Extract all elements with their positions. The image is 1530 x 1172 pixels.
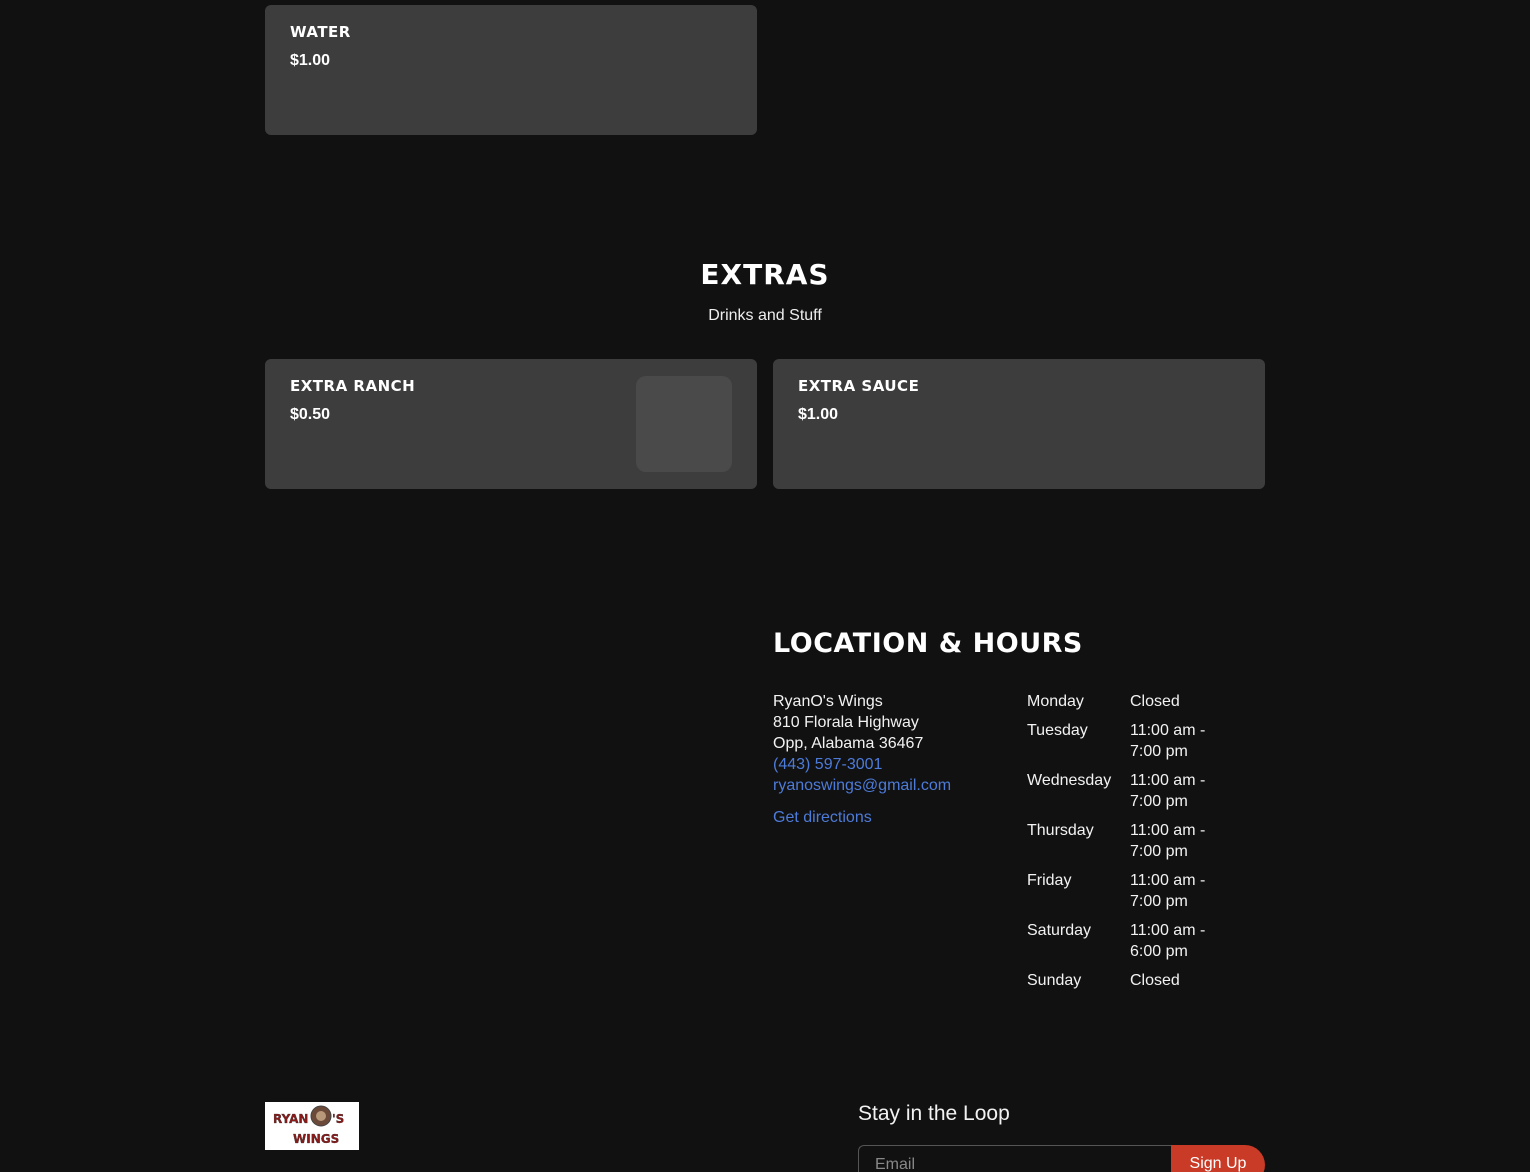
hours-day: Wednesday: [1027, 772, 1112, 789]
hours-row-thursday: [1027, 820, 1220, 862]
menu-item-extra-sauce[interactable]: [773, 359, 1265, 489]
hours-table: [1027, 691, 1220, 999]
sign-up-button[interactable]: Sign Up: [1171, 1145, 1265, 1172]
hours-day: Monday: [1027, 693, 1084, 710]
menu-item-water[interactable]: [265, 5, 757, 135]
hours-row-wednesday: [1027, 770, 1220, 812]
item-name: WATER: [290, 23, 351, 41]
section-subtitle: Drinks and Stuff: [708, 307, 822, 324]
hours-day: Saturday: [1027, 922, 1092, 939]
city-state-zip: Opp, Alabama 36467: [773, 735, 924, 752]
item-image-placeholder: [636, 376, 732, 472]
hours-row-friday: [1027, 870, 1220, 912]
item-name: EXTRA SAUCE: [798, 377, 920, 395]
hours-day: Sunday: [1027, 972, 1082, 989]
hours-time: 11:00 am - 6:00 pm: [1130, 922, 1206, 960]
item-name: EXTRA RANCH: [290, 377, 416, 395]
svg-text:'S: 'S: [332, 1112, 345, 1126]
section-title: EXTRAS: [700, 258, 830, 291]
hours-time: Closed: [1130, 972, 1180, 989]
business-name: RyanO's Wings: [773, 693, 883, 710]
hours-row-saturday: [1027, 920, 1220, 962]
ryanos-wings-logo[interactable]: [265, 1102, 359, 1150]
hours-time: 11:00 am - 7:00 pm: [1130, 872, 1206, 910]
hours-time: Closed: [1130, 693, 1180, 710]
logo-text-line2: WINGS: [293, 1132, 340, 1146]
item-price: $1.00: [798, 406, 839, 423]
hours-row-tuesday: [1027, 720, 1220, 762]
hours-time: 11:00 am - 7:00 pm: [1130, 722, 1206, 760]
hours-time: 11:00 am - 7:00 pm: [1130, 822, 1206, 860]
hours-row-monday: [1027, 691, 1220, 712]
email-field[interactable]: [858, 1145, 1172, 1172]
logo-text-line1: RYAN: [273, 1112, 309, 1126]
hours-day: Tuesday: [1027, 722, 1088, 739]
address-block: [773, 691, 951, 796]
hours-time: 11:00 am - 7:00 pm: [1130, 772, 1206, 810]
logo-icon: [265, 1102, 359, 1150]
phone-link[interactable]: (443) 597-3001: [773, 756, 883, 773]
item-price: $0.50: [290, 406, 331, 423]
hours-day: Thursday: [1027, 822, 1094, 839]
get-directions-link[interactable]: Get directions: [773, 809, 872, 826]
email-link[interactable]: ryanoswings@gmail.com: [773, 777, 952, 794]
newsletter-title: Stay in the Loop: [858, 1102, 1010, 1125]
hours-row-sunday: [1027, 970, 1220, 991]
location-hours-title: LOCATION & HOURS: [773, 628, 1083, 659]
menu-item-extra-ranch[interactable]: [265, 359, 757, 489]
street-address: 810 Florala Highway: [773, 714, 919, 731]
hours-day: Friday: [1027, 872, 1072, 889]
item-price: $1.00: [290, 52, 331, 69]
